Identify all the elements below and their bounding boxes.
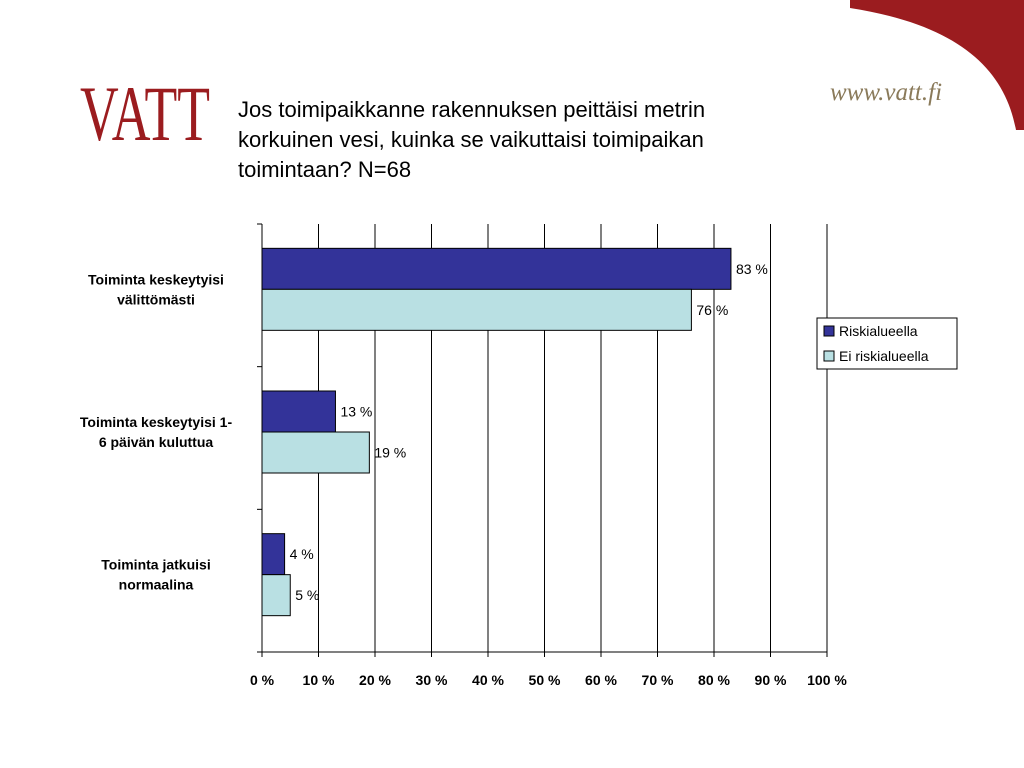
- legend-swatch-ei-riskialueella: [824, 351, 834, 361]
- title-line-2: korkuinen vesi, kuinka se vaikuttaisi toimipaikan: [238, 127, 704, 152]
- x-tick-label: 60 %: [585, 672, 617, 688]
- category-label: Toiminta keskeytyisi: [88, 271, 224, 288]
- category-label: Toiminta keskeytyisi 1-: [79, 414, 233, 430]
- x-tick-label: 20 %: [359, 672, 391, 688]
- data-label: 76 %: [696, 301, 729, 318]
- x-tick-labels: [250, 672, 847, 688]
- legend-label-riskialueella: Riskialueella: [839, 323, 918, 339]
- title-line-1: Jos toimipaikkanne rakennuksen peittäisi metrin: [238, 97, 706, 122]
- x-tick-label: 30 %: [415, 672, 448, 688]
- data-label: 13 %: [340, 403, 373, 420]
- x-tick-label: 10 %: [302, 672, 335, 688]
- bars: [262, 248, 731, 615]
- category-label: normaalina: [118, 576, 194, 593]
- data-label: 19 %: [374, 444, 407, 461]
- bar-chart: [80, 224, 848, 688]
- logo-text: VATT: [80, 70, 210, 157]
- slide-title: [238, 97, 705, 182]
- x-tick-label: 50 %: [528, 672, 561, 688]
- site-url: www.vatt.fi: [829, 79, 943, 106]
- legend: [817, 318, 957, 369]
- bar: [262, 534, 285, 575]
- x-tick-label: 40 %: [472, 672, 504, 688]
- bar: [262, 289, 691, 330]
- data-label: 5 %: [295, 587, 320, 604]
- x-tick-label: 90 %: [754, 672, 787, 688]
- category-label: Toiminta jatkuisi: [101, 556, 211, 573]
- x-tick-label: 0 %: [249, 672, 275, 688]
- legend-swatch-riskialueella: [824, 326, 834, 336]
- data-label: 83 %: [735, 260, 768, 277]
- category-labels: [80, 271, 233, 592]
- x-tick-label: 80 %: [698, 672, 730, 688]
- x-tick-label: 70 %: [641, 672, 674, 688]
- title-line-3: toimintaan? N=68: [238, 157, 412, 182]
- bar: [262, 432, 369, 473]
- category-label: välittömästi: [117, 291, 195, 308]
- vatt-logo: [80, 70, 210, 157]
- legend-label-ei-riskialueella: Ei riskialueella: [839, 348, 929, 364]
- bar: [262, 575, 290, 616]
- corner-swoosh: [850, 0, 1024, 130]
- bar: [262, 391, 335, 432]
- data-label: 4 %: [289, 546, 314, 563]
- category-label: 6 päivän kuluttua: [98, 434, 214, 450]
- bar: [262, 248, 731, 289]
- x-tick-label: 100 %: [807, 672, 847, 688]
